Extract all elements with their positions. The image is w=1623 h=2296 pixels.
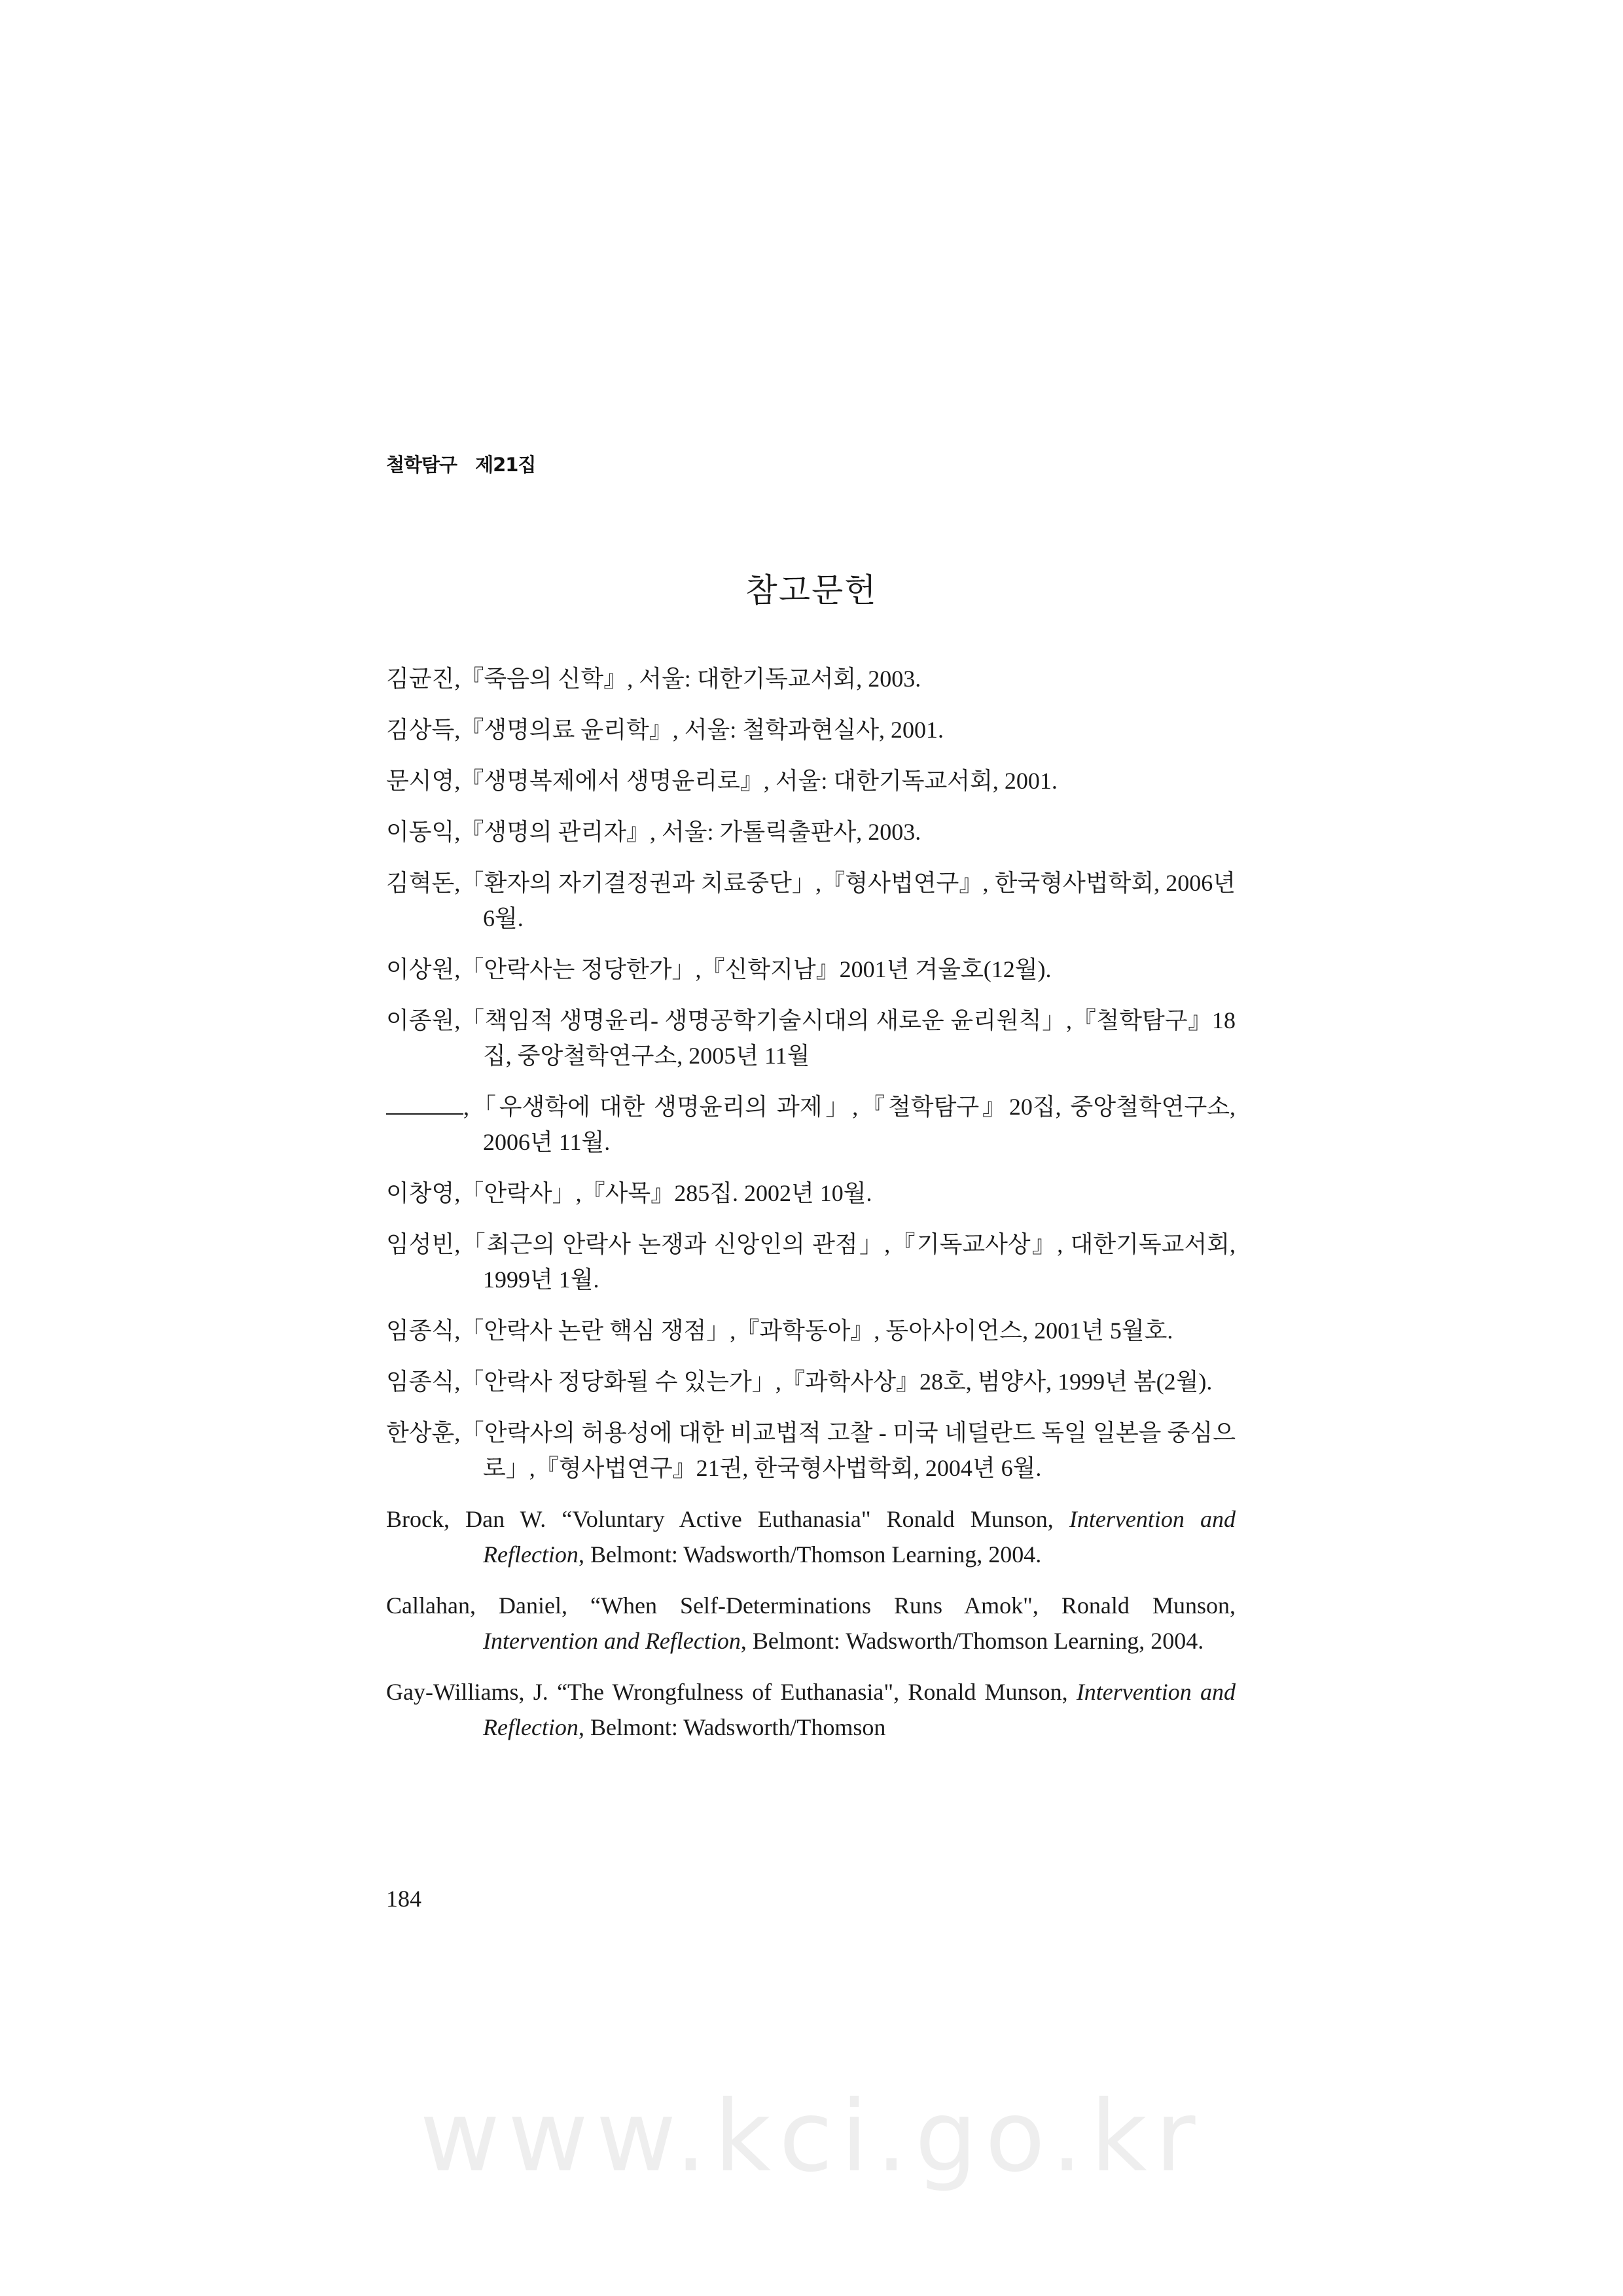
reference-item (386, 865, 1236, 936)
reference-text: Callahan, Daniel, “When Self-Determinations Runs Amok", Ronald Munson, (386, 1592, 1236, 1619)
reference-text: 한상훈,「안락사의 허용성에 대한 비교법적 고찰 - 미국 네덜란드 독일 일본을 중심으로」,『형사법연구』21권, 한국형사법학회, 2004년 6월. (386, 1420, 1236, 1481)
reference-text: 이종원,「책임적 생명윤리- 생명공학기술시대의 새로운 윤리원칙」,『철학탐구』18집, 중앙철학연구소, 2005년 11월 (386, 1007, 1236, 1069)
reference-book-title: Intervention and Reflection (483, 1628, 741, 1654)
reference-item (386, 952, 1236, 987)
reference-text: Brock, Dan W. “Voluntary Active Euthanasia" Ronald Munson, (386, 1506, 1069, 1532)
reference-item (386, 1415, 1236, 1486)
volume-number: 제21집 (475, 454, 536, 476)
reference-text: 임종식,「안락사 논란 핵심 쟁점」,『과학동아』, 동아사이언스, 2001년 5월호. (386, 1318, 1173, 1344)
reference-list (386, 661, 1236, 1761)
reference-item (386, 712, 1236, 747)
same-author-blank (386, 1094, 463, 1115)
page-number: 184 (386, 1886, 421, 1912)
reference-item (386, 763, 1236, 798)
reference-book-title: Intervention and Reflection (483, 1679, 1236, 1740)
reference-text-tail: , Belmont: Wadsworth/Thomson Learning, 2004. (740, 1628, 1204, 1654)
reference-item (386, 1588, 1236, 1659)
reference-item (386, 1175, 1236, 1211)
section-title: 참고문헌 (745, 571, 878, 609)
running-header (386, 450, 535, 477)
reference-text: 문시영,『생명복제에서 생명윤리로』, 서울: 대한기독교서회, 2001. (386, 768, 1058, 794)
reference-text: 임종식,「안락사 정당화될 수 있는가」,『과학사상』28호, 범양사, 1999년 봄(2월). (386, 1369, 1213, 1395)
journal-name: 철학탐구 (386, 454, 457, 476)
reference-item (386, 1227, 1236, 1297)
reference-text: 이상원,「안락사는 정당한가」,『신학지남』2001년 겨울호(12월). (386, 956, 1052, 982)
reference-text-tail: , Belmont: Wadsworth/Thomson (578, 1714, 886, 1740)
reference-item (386, 1089, 1236, 1160)
reference-item (386, 814, 1236, 850)
reference-item (386, 1674, 1236, 1745)
reference-text: 이동익,『생명의 관리자』, 서울: 가톨릭출판사, 2003. (386, 819, 921, 845)
reference-text-tail: , Belmont: Wadsworth/Thomson Learning, 2004. (578, 1541, 1042, 1568)
reference-item (386, 661, 1236, 696)
reference-text: 김상득,『생명의료 윤리학』, 서울: 철학과현실사, 2001. (386, 717, 944, 743)
reference-item (386, 1003, 1236, 1073)
reference-item (386, 1313, 1236, 1348)
reference-text: 임성빈,「최근의 안락사 논쟁과 신앙인의 관점」,『기독교사상』, 대한기독교서회, 1999년 1월. (386, 1231, 1236, 1293)
reference-text: 김균진,『죽음의 신학』, 서울: 대한기독교서회, 2003. (386, 666, 921, 692)
reference-book-title: Intervention and Reflection (483, 1506, 1236, 1568)
reference-text: 이창영,「안락사」,『사목』285집. 2002년 10월. (386, 1180, 872, 1206)
reference-item (386, 1501, 1236, 1572)
watermark: www.kci.go.kr (419, 2080, 1204, 2194)
reference-text: ,「우생학에 대한 생명윤리의 과제」,『철학탐구』20집, 중앙철학연구소, 2006년 11월. (463, 1094, 1236, 1155)
reference-item (386, 1364, 1236, 1399)
reference-text: Gay-Williams, J. “The Wrongfulness of Euthanasia", Ronald Munson, (386, 1679, 1077, 1705)
reference-text: 김혁돈,「환자의 자기결정권과 치료중단」,『형사법연구』, 한국형사법학회, 2006년 6월. (386, 870, 1236, 931)
